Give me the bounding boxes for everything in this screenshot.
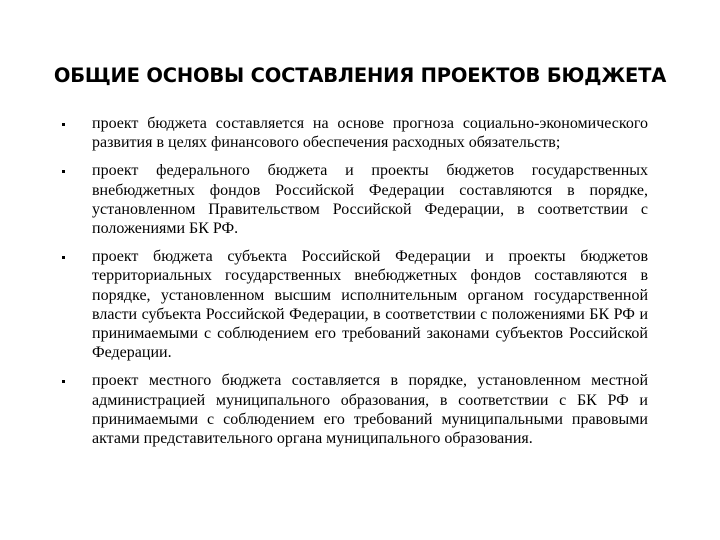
bullet-text: проект федерального бюджета и проекты бюджетов государственных внебюджетных фондов Российской Федерации составляются в порядке, установленном Правительством Российской Федерации, в соответствии с положениями БК РФ. <box>92 162 648 238</box>
bullet-item <box>62 247 648 362</box>
bullet-square-icon <box>62 380 65 383</box>
bullet-text: проект бюджета субъекта Российской Федерации и проекты бюджетов территориальных государственных внебюджетных фондов составляются в порядке, установленном высшим исполнительным органом государственной власти субъекта Российской Федерации, в соответствии с положениями БК РФ и принимаемыми с соблюдением его требований законами субъектов Российской Федерации. <box>92 248 648 362</box>
bullet-item <box>62 114 648 152</box>
bullet-text: проект бюджета составляется на основе прогноза социально-экономического развития в целях финансового обеспечения расходных обязательств; <box>92 115 648 152</box>
bullet-list <box>62 114 648 457</box>
bullet-item <box>62 371 648 448</box>
bullet-square-icon <box>62 123 65 126</box>
bullet-text: проект местного бюджета составляется в порядке, установленном местной администрацией муниципального образования, в соответствии с БК РФ и принимаемыми с соблюдением его требований муниципальными правовыми актами представительного органа муниципального образования. <box>92 372 648 448</box>
bullet-square-icon <box>62 256 65 259</box>
slide-title: ОБЩИЕ ОСНОВЫ СОСТАВЛЕНИЯ ПРОЕКТОВ БЮДЖЕТА <box>53 64 667 87</box>
bullet-item <box>62 161 648 238</box>
bullet-square-icon <box>62 170 65 173</box>
